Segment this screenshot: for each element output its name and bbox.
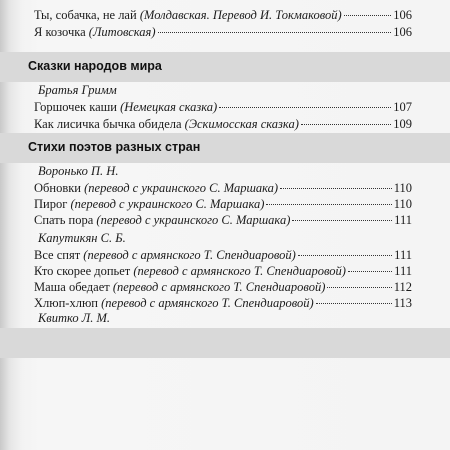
entry-note: (перевод с армянского Т. Спендиаровой) [112,280,326,294]
entry-page-number: 109 [393,117,412,131]
author-name: Капутикян С. Б. [38,231,126,245]
entry-note: (перевод с армянского Т. Спендиаровой) [133,264,346,278]
entry-note: (перевод с армянского Т. Спендиаровой) [83,248,296,262]
entry-page-number: 111 [394,248,412,262]
entry-title: Спать пора [34,213,94,227]
toc-entry [34,100,412,116]
author-name: Квитко Л. М. [38,311,111,325]
toc-entry [34,213,412,229]
entry-page-number: 113 [393,296,412,310]
entry-page-number: 110 [393,197,412,211]
entry-title: Все спят [34,248,81,262]
section-heading: Сказки народов мира [28,59,162,73]
entry-note: (перевод с армянского Т. Спендиаровой) [101,296,314,310]
entry-note: (Немецкая сказка) [120,100,218,114]
entry-title: Я козочка [34,25,86,39]
entry-note: (перевод с украинского С. Маршака) [96,213,291,227]
entry-page-number: 107 [393,100,412,114]
entry-title: Пирог [34,197,68,211]
toc-entry [34,248,412,264]
entry-page-number: 112 [393,280,412,294]
section-heading: Стихи поэтов разных стран [28,140,201,154]
entry-title: Горшочек каши [34,100,117,114]
entry-title: Ты, собачка, не лай [34,8,137,22]
toc-entry [34,8,412,24]
toc-entry [34,280,412,296]
dot-leader [219,107,391,108]
dot-leader [348,271,392,272]
entry-page-number: 110 [393,181,412,195]
dot-leader [344,15,392,16]
section-heading-band [0,328,450,358]
entry-note: (Молдавская. Перевод И. Токмаковой) [139,8,342,22]
dot-leader [301,124,391,125]
entry-title: Обновки [34,181,81,195]
dot-leader [298,255,392,256]
entry-note: (Эскимосская сказка) [184,117,299,131]
dot-leader [327,287,391,288]
toc-entry [34,117,412,133]
entry-title: Как лисичка бычка обидела [34,117,182,131]
author-name: Воронько П. Н. [38,164,119,178]
toc-entry [34,181,412,197]
dot-leader [280,188,392,189]
entry-title: Хлюп-хлюп [34,296,98,310]
toc-entry [34,197,412,213]
toc-entry [34,264,412,280]
entry-page-number: 111 [394,264,412,278]
entry-note: (Литовская) [88,25,156,39]
entry-title: Кто скорее допьет [34,264,131,278]
entry-page-number: 106 [393,25,412,39]
dot-leader [158,32,392,33]
dot-leader [316,303,392,304]
dot-leader [292,220,392,221]
entry-page-number: 106 [393,8,412,22]
entry-title: Маша обедает [34,280,110,294]
dot-leader [266,204,391,205]
author-name: Братья Гримм [38,83,117,97]
toc-entry [34,25,412,41]
entry-note: (перевод с украинского С. Маршака) [70,197,265,211]
entry-page-number: 111 [394,213,412,227]
entry-note: (перевод с украинского С. Маршака) [84,181,279,195]
toc-entry [34,296,412,312]
